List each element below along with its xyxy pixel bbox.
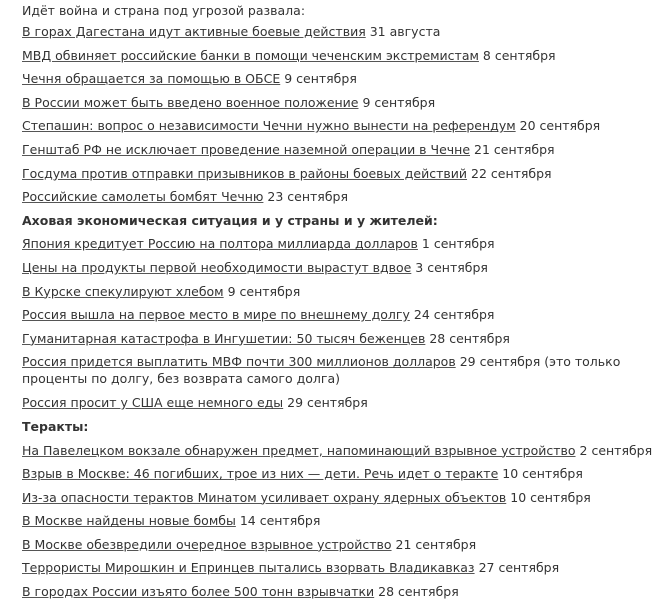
news-link[interactable]: В горах Дагестана идут активные боевые действия [22,24,366,39]
news-date: 3 сентября [415,259,488,275]
news-date: 1 сентября [421,236,495,252]
news-item [22,303,634,327]
news-date: 24 сентября [413,307,495,323]
news-item [22,185,634,209]
news-item [22,138,634,162]
news-link[interactable]: Гуманитарная катастрофа в Ингушетии: 50 тысяч беженцев [22,330,426,346]
news-date: 14 сентября [239,513,321,529]
news-date: 28 сентября [429,330,510,346]
news-item [22,391,634,415]
news-date: 21 сентября [474,141,555,157]
news-item [22,533,634,557]
news-link[interactable]: Госдума против отправки призывников в районы боевых действий [22,165,468,181]
section-intro-heading: Идёт война и страна под угрозой развала: [22,3,306,18]
news-item [22,509,634,533]
news-link[interactable]: Российские самолеты бомбят Чечню [22,189,264,205]
news-link[interactable]: На Павелецком вокзале обнаружен предмет, напоминающий взрывное устройство [22,442,576,458]
news-item [22,556,634,580]
news-link[interactable]: Россия просит у США еще немного еды [22,395,284,411]
news-item [22,20,634,44]
news-date: 9 сентября [362,94,436,110]
news-item [22,580,634,604]
news-item [22,462,634,486]
news-date: 10 сентября [502,466,583,482]
news-date: 9 сентября [284,71,357,87]
news-date: 29 сентября [287,395,368,411]
news-date: 31 августа [369,24,441,39]
news-link[interactable]: В Москве обезвредили очередное взрывное устройство [22,536,392,552]
news-item [22,44,634,68]
news-link[interactable]: Степашин: вопрос о независимости Чечни нужно вынести на референдум [22,118,516,134]
news-item [22,439,652,463]
news-item [22,162,634,186]
news-date: 21 сентября [395,536,477,552]
news-link[interactable]: Террористы Мирошкин и Епринцев пытались взорвать Владикавказ [22,560,475,576]
news-date: 2 сентября [579,442,652,458]
news-date: 8 сентября [482,47,556,63]
news-link[interactable]: Из-за опасности терактов Минатом усиливает охрану ядерных объектов [22,489,507,505]
news-item [22,486,634,510]
news-link[interactable]: В России может быть введено военное положение [22,94,359,110]
news-item [22,280,634,304]
news-item [22,114,634,138]
news-link[interactable]: В Курске спекулируют хлебом [22,283,224,299]
article-body [22,0,652,604]
news-date: 9 сентября [227,283,301,299]
news-link[interactable]: В городах России изъято более 500 тонн взрывчатки [22,584,375,600]
news-item [22,67,634,91]
news-item [22,232,634,256]
section-terror-heading: Теракты: [22,418,89,434]
news-link[interactable]: Взрыв в Москве: 46 погибших, трое из них — дети. Речь идет о теракте [22,466,499,482]
news-date: 10 сентября [510,489,591,505]
news-item [22,350,634,391]
news-item [22,91,634,115]
news-link[interactable]: Чечня обращается за помощью в ОБСЕ [22,71,281,87]
news-date: 29 сентября (это только проценты по долгу, без возврата самого долга) [22,354,621,387]
news-link[interactable]: Япония кредитует Россию на полтора миллиарда долларов [22,236,418,252]
news-date: 27 сентября [478,560,560,576]
section-economy-heading: Аховая экономическая ситуация и у страны и у жителей: [22,212,438,228]
news-link[interactable]: Россия придется выплатить МВФ почти 300 миллионов долларов [22,354,456,370]
news-link[interactable]: Генштаб РФ не исключает проведение наземной операции в Чечне [22,141,471,157]
news-date: 20 сентября [519,118,601,134]
news-item [22,327,634,351]
news-link[interactable]: МВД обвиняет российские банки в помощи чеченским экстремистам [22,47,479,63]
news-item [22,256,634,280]
news-date: 22 сентября [471,165,552,181]
news-date: 23 сентября [267,189,348,205]
news-link[interactable]: Россия вышла на первое место в мире по внешнему долгу [22,307,410,323]
news-link[interactable]: В Москве найдены новые бомбы [22,513,236,529]
news-link[interactable]: Цены на продукты первой необходимости вырастут вдвое [22,259,412,275]
news-date: 28 сентября [378,584,459,600]
